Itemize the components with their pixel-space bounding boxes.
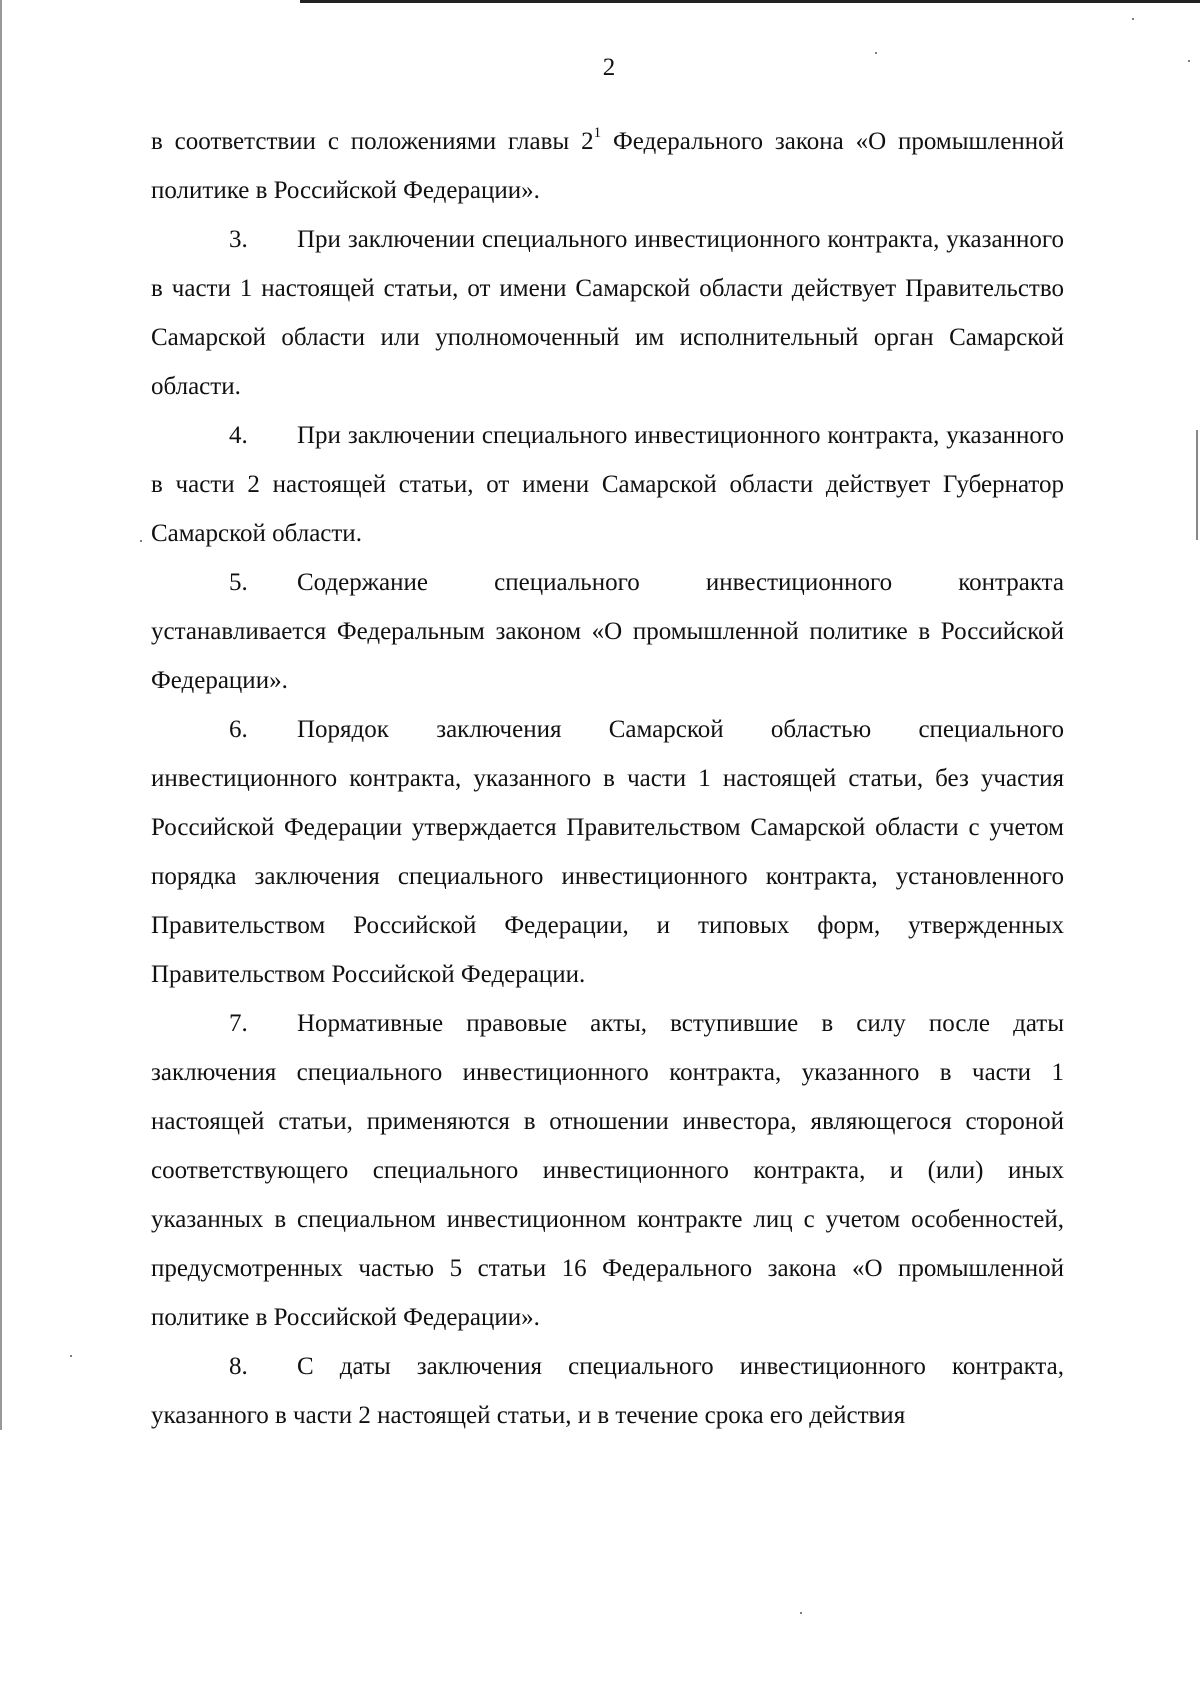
scan-speck: [140, 540, 142, 542]
paragraph-number: 4.: [229, 422, 248, 449]
paragraph-text: При заключении специального инвестиционного контракта, указанного в части 1 настоящей статьи, от имени Самарской области действует Правительство Самарской области или уполномоченный им исполнительный орган Самарской области.: [151, 226, 1064, 400]
scan-speck: [875, 52, 877, 54]
paragraph-text: Нормативные правовые акты, вступившие в силу после даты заключения специального инвестиционного контракта, указанного в части 1 настоящей статьи, применяются в отношении инвестора, являющегося стороной соответствующего специального инвестиционного контракта, и (или) иных указанных в специальном инвестиционном контракте лиц с учетом особенностей, предусмотренных частью 5 статьи 16 Федерального закона «О промышленной политике в Российской Федерации».: [151, 1010, 1064, 1331]
paragraph-number: 5.: [229, 569, 248, 596]
scan-right-edge: [1196, 430, 1198, 540]
paragraph-7: [151, 999, 1064, 1342]
document-body: [151, 117, 1064, 1440]
paragraph-continuation: [151, 117, 1064, 215]
paragraph-8: [151, 1342, 1064, 1440]
paragraph-text-after: Федерального закона «О промышленной политике в Российской Федерации».: [151, 128, 1064, 204]
paragraph-text: Содержание специального инвестиционного контракта устанавливается Федеральным законом «О промышленной политике в Российской Федерации».: [151, 569, 1064, 694]
paragraph-3: [151, 215, 1064, 411]
scan-speck: [800, 1612, 802, 1614]
paragraph-number: 6.: [229, 716, 248, 743]
superscript: 1: [593, 125, 602, 141]
scan-speck: [70, 1355, 72, 1357]
scan-top-edge: [300, 0, 1200, 3]
paragraph-text: С даты заключения специального инвестиционного контракта, указанного в части 2 настоящей статьи, и в течение срока его действия: [151, 1353, 1064, 1429]
scan-speck: [1132, 18, 1134, 20]
scan-left-edge: [0, 0, 2, 1430]
paragraph-4: [151, 411, 1064, 558]
paragraph-text: При заключении специального инвестиционного контракта, указанного в части 2 настоящей статьи, от имени Самарской области действует Губернатор Самарской области.: [151, 422, 1064, 547]
paragraph-text-before: в соответствии с положениями главы 2: [151, 128, 594, 155]
scan-speck: [1188, 60, 1190, 62]
page-number: 2: [602, 54, 616, 81]
paragraph-number: 3.: [229, 226, 248, 253]
paragraph-text: Порядок заключения Самарской областью специального инвестиционного контракта, указанного в части 1 настоящей статьи, без участия Российской Федерации утверждается Правительством Самарской области с учетом порядка заключения специального инвестиционного контракта, установленного Правительством Российской Федерации, и типовых форм, утвержденных Правительством Российской Федерации.: [151, 716, 1064, 988]
paragraph-5: [151, 558, 1064, 705]
paragraph-number: 8.: [229, 1353, 248, 1380]
paragraph-6: [151, 705, 1064, 999]
paragraph-number: 7.: [229, 1010, 248, 1037]
